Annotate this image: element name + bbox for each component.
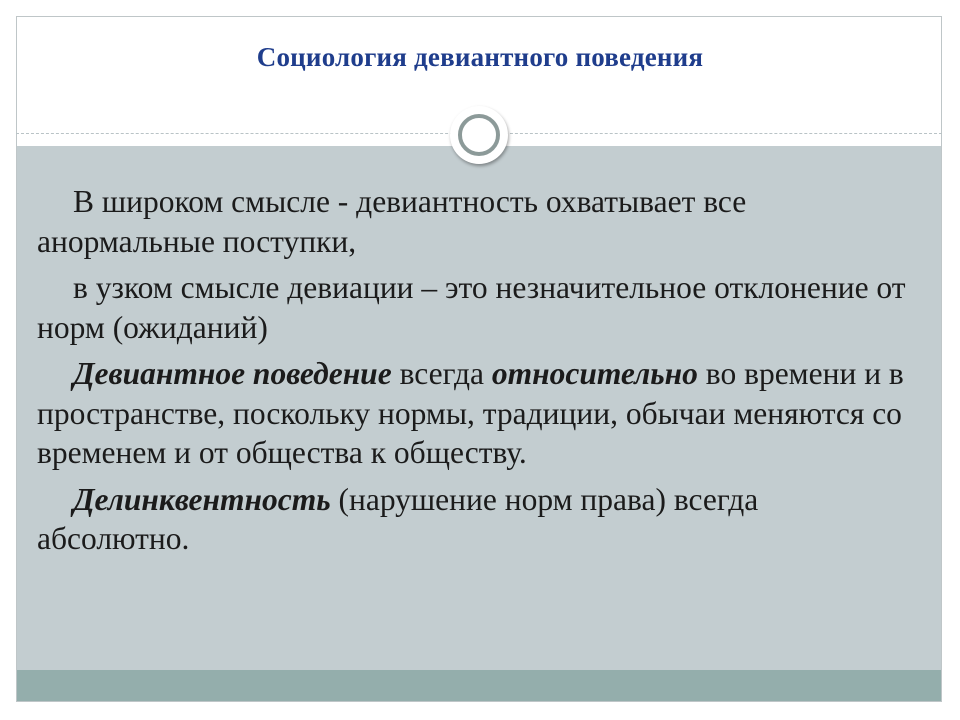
bottom-band — [17, 670, 941, 701]
paragraph-text: всегда — [391, 356, 492, 391]
paragraph-text: (нарушение норм права) всегда абсолютно. — [37, 481, 759, 556]
paragraph-delinquency — [37, 480, 917, 559]
term-deviant-behavior: Девиантное поведение — [73, 356, 392, 391]
paragraph-deviant-behavior — [37, 354, 917, 473]
ring-ornament-icon — [450, 106, 508, 164]
paragraph-broad-sense: В широком смысле - девиантность охватывает все анормальные поступки, — [37, 184, 747, 259]
paragraph-text: во времени и в пространстве, поскольку нормы, традиции, обычаи меняются со временем и от общества к обществу. — [37, 356, 904, 470]
slide-title: Социология девиантного поведения — [256, 42, 704, 72]
paragraph-narrow-sense: в узком смысле девиации – это незначительное отклонение от норм (ожиданий) — [37, 270, 906, 345]
slide-body — [37, 182, 917, 566]
term-delinquency: Делинквентность — [73, 481, 331, 517]
term-relative: относительно — [491, 356, 698, 391]
